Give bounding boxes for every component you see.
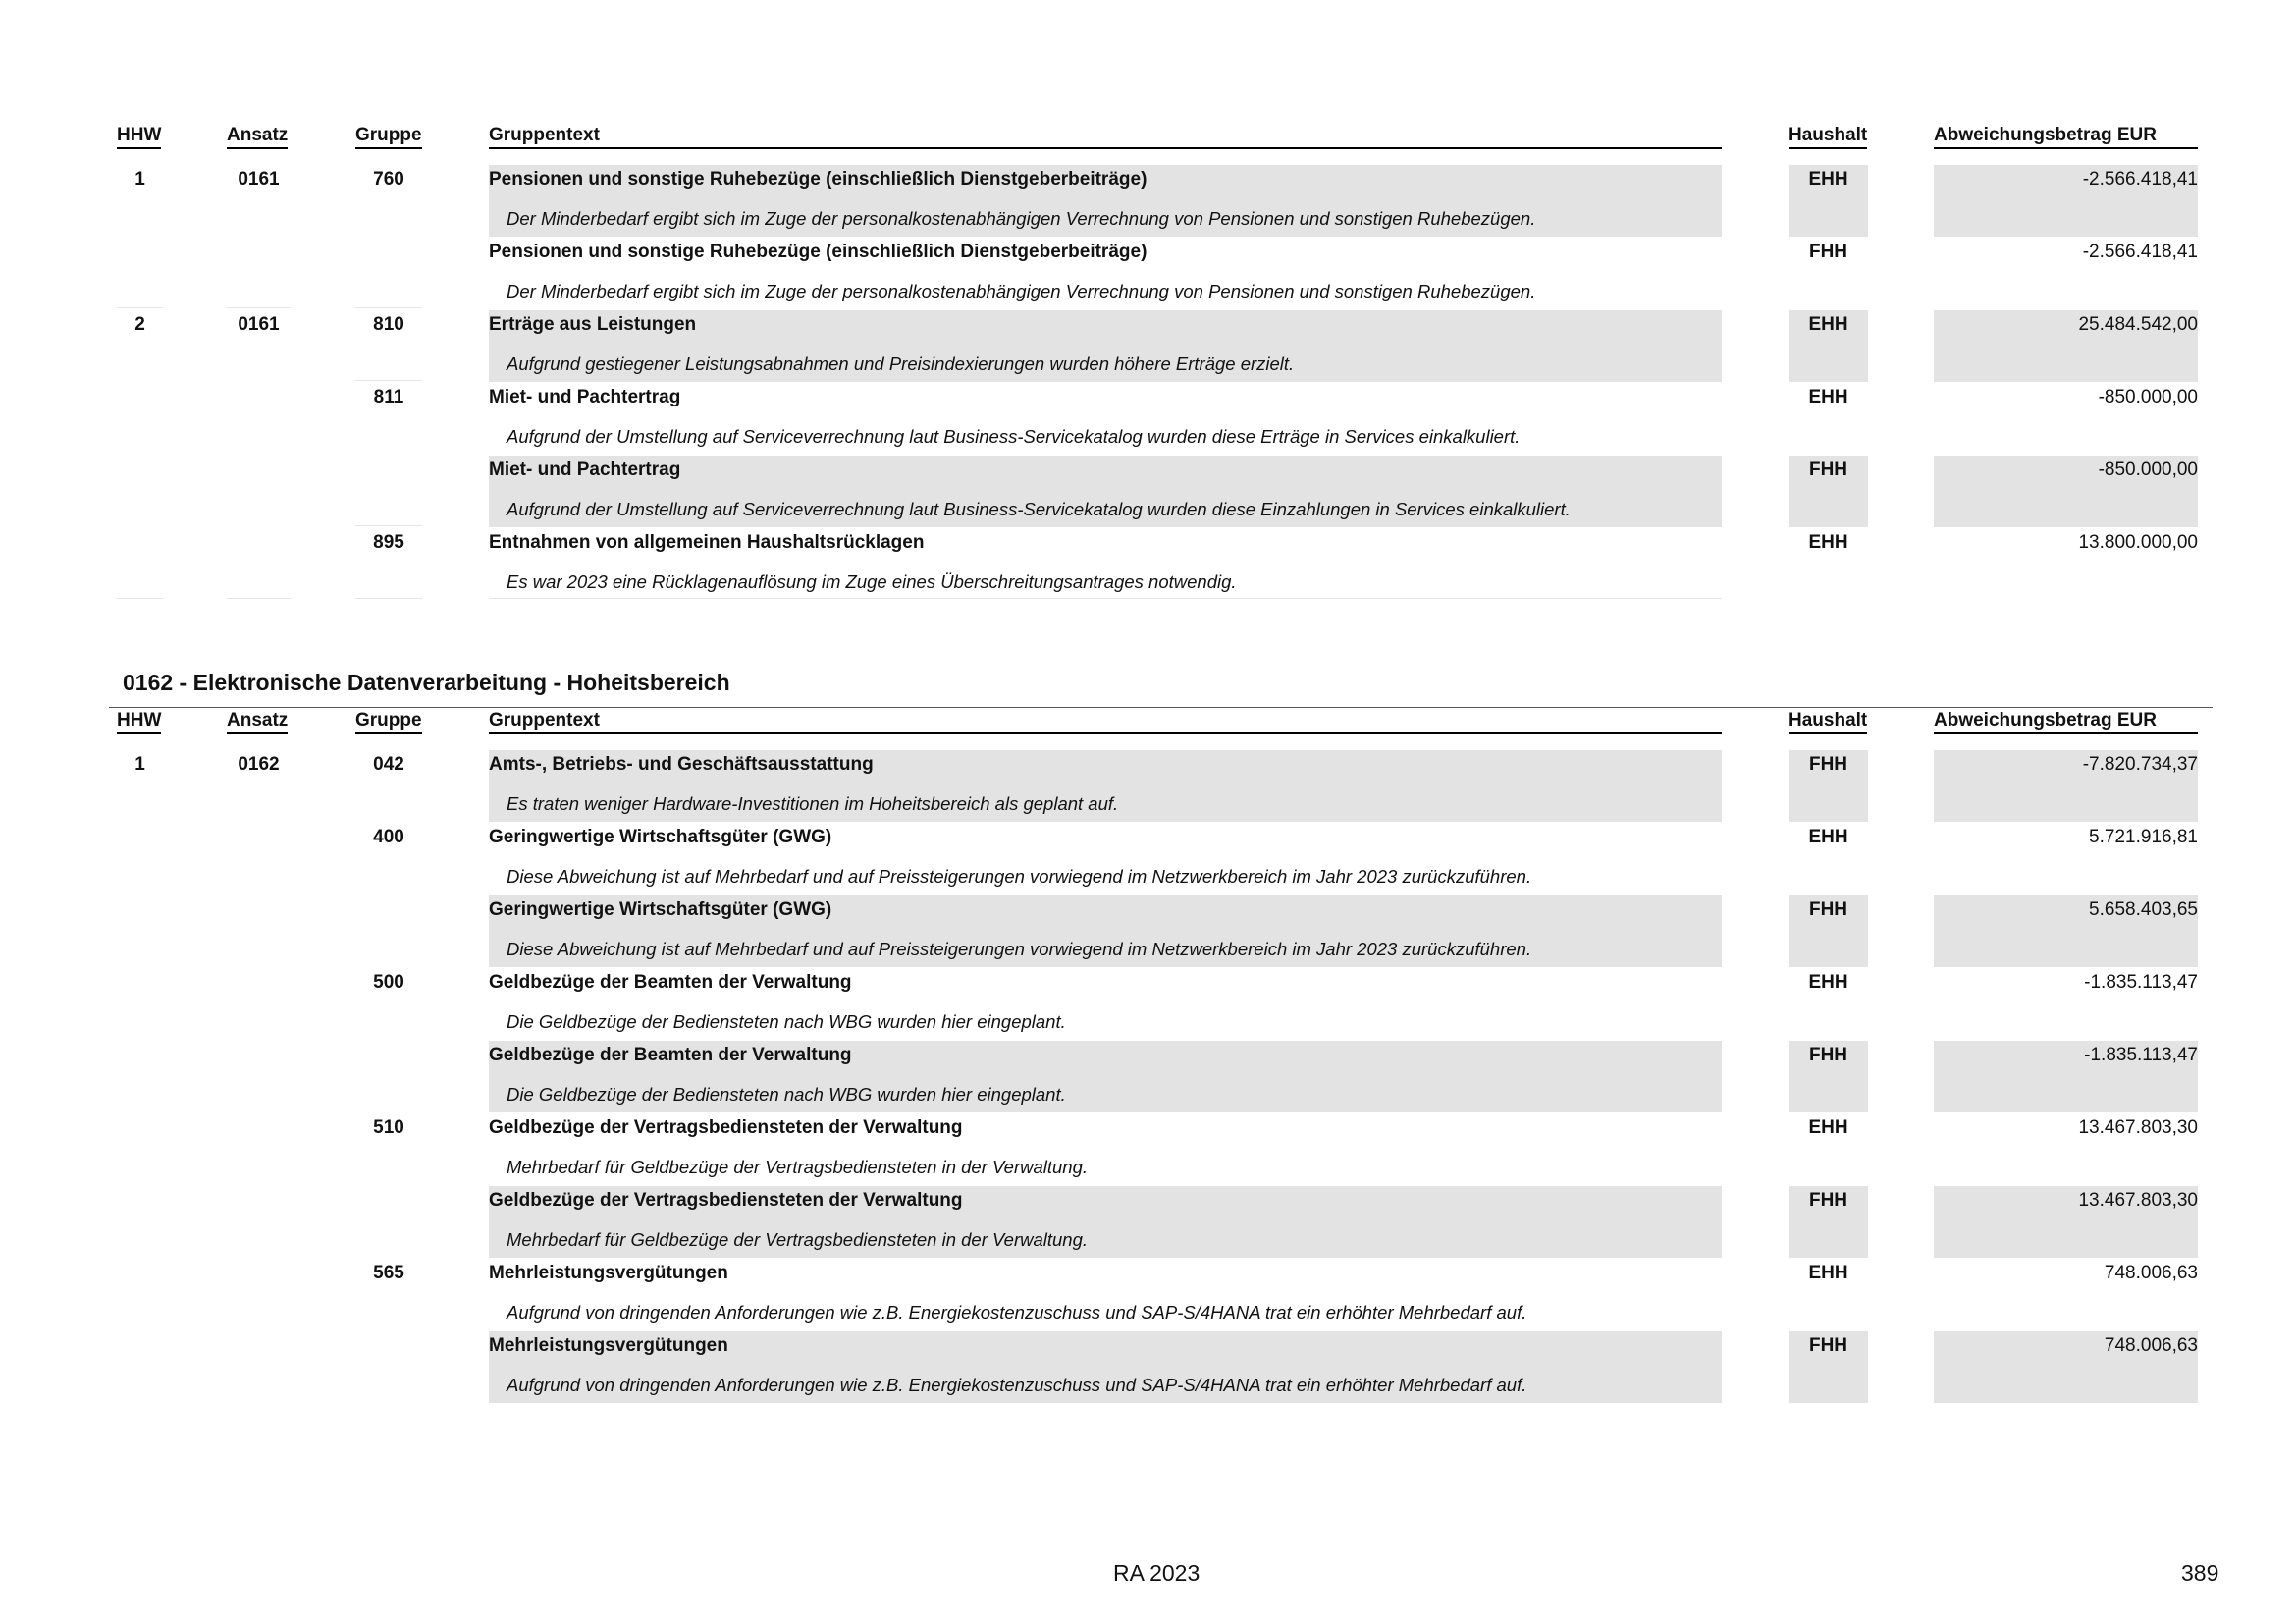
cell-gruppe: 500 bbox=[373, 972, 404, 993]
row-separator bbox=[355, 380, 422, 381]
cell-haushalt: FHH bbox=[1808, 899, 1848, 920]
header-hhw: HHW bbox=[117, 710, 161, 734]
cell-betrag: 748.006,63 bbox=[2104, 1335, 2198, 1356]
cell-ansatz: 0161 bbox=[238, 169, 280, 189]
cell-betrag: 5.721.916,81 bbox=[2089, 827, 2198, 847]
cell-hhw: 1 bbox=[134, 169, 145, 189]
row-title: Pensionen und sonstige Ruhebezüge (einschließlich Dienstgeberbeiträge) bbox=[489, 169, 1148, 189]
cell-ansatz: 0161 bbox=[238, 314, 280, 335]
row-title: Miet- und Pachtertrag bbox=[489, 460, 681, 480]
cell-betrag: -7.820.734,37 bbox=[2082, 754, 2198, 775]
header-gruppe: Gruppe bbox=[355, 710, 422, 734]
cell-haushalt: FHH bbox=[1808, 460, 1848, 480]
row-title: Geldbezüge der Beamten der Verwaltung bbox=[489, 972, 852, 993]
header-gruppe: Gruppe bbox=[355, 125, 422, 149]
row-description: Mehrbedarf für Geldbezüge der Vertragsbediensteten in der Verwaltung. bbox=[507, 1229, 1089, 1250]
cell-haushalt: FHH bbox=[1808, 1335, 1848, 1356]
row-description: Es war 2023 eine Rücklagenauflösung im Zuge eines Überschreitungsantrages notwendig. bbox=[507, 571, 1237, 592]
header-betrag: Abweichungsbetrag EUR bbox=[1934, 710, 2198, 734]
row-title: Erträge aus Leistungen bbox=[489, 314, 697, 335]
cell-hhw: 2 bbox=[134, 314, 145, 335]
row-title: Entnahmen von allgemeinen Haushaltsrücklagen bbox=[489, 532, 925, 553]
row-description: Aufgrund gestiegener Leistungsabnahmen und Preisindexierungen wurden höhere Erträge erzielt. bbox=[507, 353, 1295, 374]
header-betrag: Abweichungsbetrag EUR bbox=[1934, 125, 2198, 149]
cell-gruppe: 510 bbox=[373, 1117, 404, 1138]
row-title: Geldbezüge der Vertragsbediensteten der Verwaltung bbox=[489, 1117, 963, 1138]
cell-haushalt: EHH bbox=[1808, 972, 1848, 993]
cell-betrag: -2.566.418,41 bbox=[2082, 169, 2198, 189]
header-ansatz: Ansatz bbox=[227, 125, 288, 149]
header-hhw: HHW bbox=[117, 125, 161, 149]
cell-gruppe: 810 bbox=[373, 314, 404, 335]
cell-ansatz: 0162 bbox=[238, 754, 280, 775]
page-number: 389 bbox=[2181, 1560, 2219, 1586]
row-title: Mehrleistungsvergütungen bbox=[489, 1263, 728, 1283]
cell-haushalt: EHH bbox=[1808, 532, 1848, 553]
row-separator bbox=[227, 598, 291, 599]
cell-betrag: -1.835.113,47 bbox=[2084, 1045, 2198, 1065]
section-rule bbox=[109, 707, 2213, 708]
cell-haushalt: EHH bbox=[1808, 169, 1848, 189]
cell-haushalt: EHH bbox=[1808, 387, 1848, 407]
row-description: Aufgrund der Umstellung auf Serviceverrechnung laut Business-Servicekatalog wurden diese Erträge in Services einkalkuliert. bbox=[507, 426, 1521, 447]
row-description: Mehrbedarf für Geldbezüge der Vertragsbediensteten in der Verwaltung. bbox=[507, 1157, 1089, 1177]
row-description: Es traten weniger Hardware-Investitionen im Hoheitsbereich als geplant auf. bbox=[507, 793, 1119, 814]
row-title: Geringwertige Wirtschaftsgüter (GWG) bbox=[489, 827, 832, 847]
cell-gruppe: 811 bbox=[373, 387, 404, 407]
cell-betrag: 25.484.542,00 bbox=[2078, 314, 2198, 335]
cell-betrag: 748.006,63 bbox=[2104, 1263, 2198, 1283]
cell-haushalt: EHH bbox=[1808, 1263, 1848, 1283]
row-title: Geringwertige Wirtschaftsgüter (GWG) bbox=[489, 899, 832, 920]
header-gruppentext: Gruppentext bbox=[489, 710, 1722, 734]
cell-betrag: -1.835.113,47 bbox=[2084, 972, 2198, 993]
cell-haushalt: FHH bbox=[1808, 754, 1848, 775]
cell-betrag: -850.000,00 bbox=[2098, 460, 2198, 480]
cell-haushalt: FHH bbox=[1808, 1045, 1848, 1065]
row-description: Aufgrund von dringenden Anforderungen wie z.B. Energiekostenzuschuss und SAP-S/4HANA trat ein erhöhter Mehrbedarf auf. bbox=[507, 1302, 1527, 1323]
cell-gruppe: 042 bbox=[373, 754, 404, 775]
cell-hhw: 1 bbox=[134, 754, 145, 775]
row-title: Pensionen und sonstige Ruhebezüge (einschließlich Dienstgeberbeiträge) bbox=[489, 242, 1148, 262]
row-separator bbox=[355, 307, 422, 308]
cell-betrag: 5.658.403,65 bbox=[2089, 899, 2198, 920]
cell-haushalt: EHH bbox=[1808, 1117, 1848, 1138]
header-ansatz: Ansatz bbox=[227, 710, 288, 734]
row-title: Amts-, Betriebs- und Geschäftsausstattung bbox=[489, 754, 874, 775]
row-separator bbox=[117, 598, 163, 599]
cell-betrag: 13.467.803,30 bbox=[2078, 1117, 2198, 1138]
row-description: Aufgrund von dringenden Anforderungen wie z.B. Energiekostenzuschuss und SAP-S/4HANA trat ein erhöhter Mehrbedarf auf. bbox=[507, 1375, 1527, 1395]
cell-haushalt: EHH bbox=[1808, 827, 1848, 847]
row-title: Geldbezüge der Vertragsbediensteten der Verwaltung bbox=[489, 1190, 963, 1211]
row-description: Aufgrund der Umstellung auf Serviceverrechnung laut Business-Servicekatalog wurden diese Einzahlungen in Services einkalkuliert. bbox=[507, 499, 1571, 519]
header-haushalt: Haushalt bbox=[1789, 125, 1867, 149]
section-title: 0162 - Elektronische Datenverarbeitung - Hoheitsbereich bbox=[123, 670, 730, 695]
header-gruppentext: Gruppentext bbox=[489, 125, 1722, 149]
row-separator bbox=[489, 598, 1722, 599]
cell-gruppe: 400 bbox=[373, 827, 404, 847]
cell-gruppe: 565 bbox=[373, 1263, 404, 1283]
header-haushalt: Haushalt bbox=[1789, 710, 1867, 734]
row-title: Geldbezüge der Beamten der Verwaltung bbox=[489, 1045, 852, 1065]
row-description: Diese Abweichung ist auf Mehrbedarf und auf Preissteigerungen vorwiegend im Netzwerkbereich im Jahr 2023 zurückzuführen. bbox=[507, 939, 1532, 959]
row-separator bbox=[227, 307, 291, 308]
row-description: Der Minderbedarf ergibt sich im Zuge der personalkostenabhängigen Verrechnung von Pensionen und sonstigen Ruhebezügen. bbox=[507, 208, 1536, 229]
cell-betrag: -850.000,00 bbox=[2098, 387, 2198, 407]
cell-betrag: 13.467.803,30 bbox=[2078, 1190, 2198, 1211]
row-title: Miet- und Pachtertrag bbox=[489, 387, 681, 407]
cell-betrag: -2.566.418,41 bbox=[2082, 242, 2198, 262]
row-separator bbox=[355, 598, 422, 599]
cell-gruppe: 895 bbox=[373, 532, 404, 553]
cell-haushalt: FHH bbox=[1808, 242, 1848, 262]
row-separator bbox=[355, 525, 422, 526]
row-description: Diese Abweichung ist auf Mehrbedarf und auf Preissteigerungen vorwiegend im Netzwerkbereich im Jahr 2023 zurückzuführen. bbox=[507, 866, 1532, 887]
row-description: Der Minderbedarf ergibt sich im Zuge der personalkostenabhängigen Verrechnung von Pensionen und sonstigen Ruhebezügen. bbox=[507, 281, 1536, 301]
cell-haushalt: EHH bbox=[1808, 314, 1848, 335]
row-description: Die Geldbezüge der Bediensteten nach WBG wurden hier eingeplant. bbox=[507, 1011, 1066, 1032]
row-title: Mehrleistungsvergütungen bbox=[489, 1335, 728, 1356]
cell-betrag: 13.800.000,00 bbox=[2078, 532, 2198, 553]
footer-title: RA 2023 bbox=[1113, 1560, 1201, 1586]
row-separator bbox=[117, 307, 163, 308]
cell-gruppe: 760 bbox=[373, 169, 404, 189]
cell-haushalt: FHH bbox=[1808, 1190, 1848, 1211]
row-description: Die Geldbezüge der Bediensteten nach WBG wurden hier eingeplant. bbox=[507, 1084, 1066, 1105]
